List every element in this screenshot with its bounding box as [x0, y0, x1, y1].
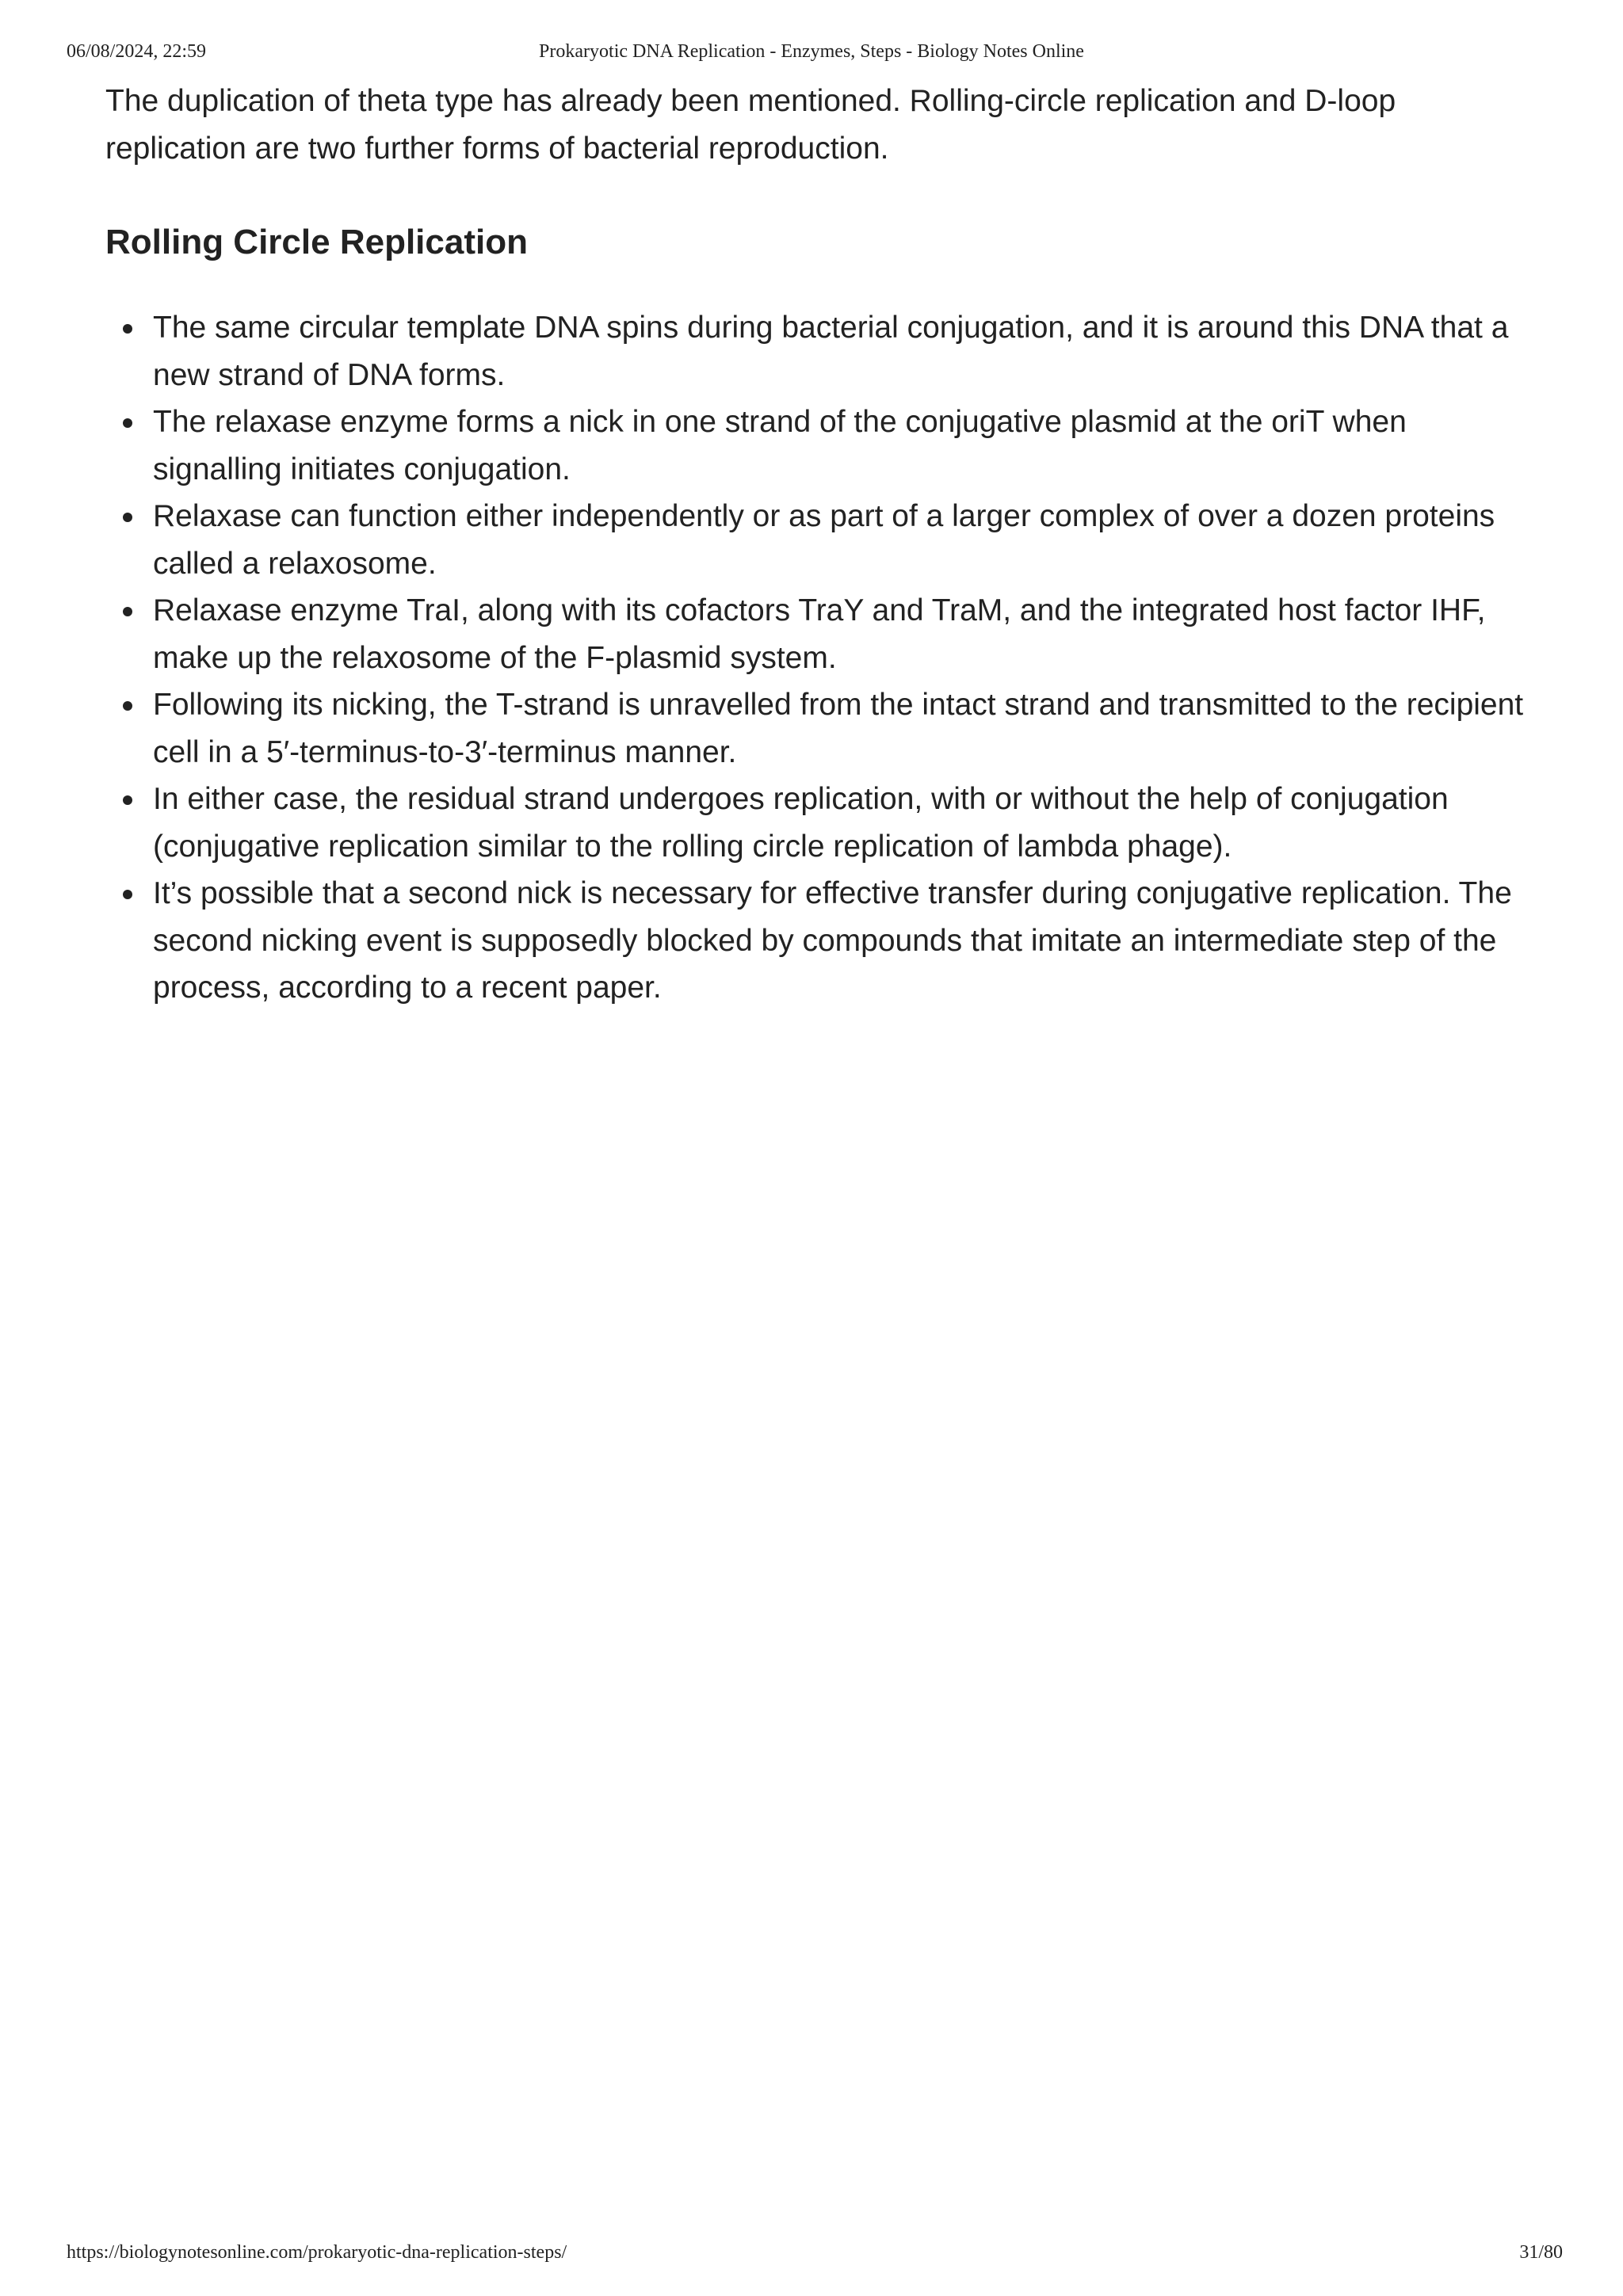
- list-item-text: It’s possible that a second nick is necessary for effective transfer during conjugative replication. The second nicking event is supposedly blocked by compounds that imitate an intermediate step of the process, according to a recent paper.: [153, 876, 1512, 1005]
- list-item-text: The relaxase enzyme forms a nick in one strand of the conjugative plasmid at the oriT when signalling initiates conjugation.: [153, 405, 1407, 486]
- print-datetime: 06/08/2024, 22:59: [67, 41, 207, 62]
- list-item: [105, 493, 1524, 587]
- list-item-text: Relaxase enzyme TraI, along with its cofactors TraY and TraM, and the integrated host factor IHF, make up the relaxosome of the F-plasmid system.: [153, 593, 1486, 675]
- print-footer: [0, 2242, 1623, 2269]
- list-item: [105, 681, 1524, 776]
- bullet-dot-icon: [123, 607, 132, 616]
- list-item: [105, 870, 1524, 1012]
- intro-paragraph: The duplication of theta type has already been mentioned. Rolling-circle replication and D-loop replication are two further forms of bacterial reproduction.: [105, 84, 1396, 166]
- bullet-dot-icon: [123, 324, 132, 334]
- list-item: [105, 587, 1524, 681]
- list-item-text: Following its nicking, the T-strand is unravelled from the intact strand and transmitted to the recipient cell in a 5′-terminus-to-3′-terminus manner.: [153, 688, 1524, 769]
- list-item-text: The same circular template DNA spins during bacterial conjugation, and it is around this DNA that a new strand of DNA forms.: [153, 311, 1509, 392]
- list-item-text: In either case, the residual strand undergoes replication, with or without the help of conjugation (conjugative replication similar to the rolling circle replication of lambda phage).: [153, 782, 1449, 864]
- print-header: [0, 41, 1623, 68]
- bullet-dot-icon: [123, 795, 132, 805]
- section-heading: Rolling Circle Replication: [105, 223, 528, 261]
- list-item: [105, 304, 1524, 399]
- article-content: [105, 78, 1524, 1012]
- bullet-list: [105, 304, 1524, 1012]
- list-item-text: Relaxase can function either independently or as part of a larger complex of over a dozen proteins called a relaxosome.: [153, 499, 1495, 581]
- bullet-dot-icon: [123, 890, 132, 899]
- bullet-dot-icon: [123, 418, 132, 428]
- print-page-title: Prokaryotic DNA Replication - Enzymes, Steps - Biology Notes Online: [539, 41, 1084, 62]
- print-page-number: 31/80: [1519, 2242, 1563, 2263]
- bullet-dot-icon: [123, 513, 132, 522]
- bullet-dot-icon: [123, 701, 132, 711]
- list-item: [105, 399, 1524, 493]
- print-url[interactable]: https://biologynotesonline.com/prokaryotic-dna-replication-steps/: [67, 2242, 567, 2263]
- list-item: [105, 776, 1524, 870]
